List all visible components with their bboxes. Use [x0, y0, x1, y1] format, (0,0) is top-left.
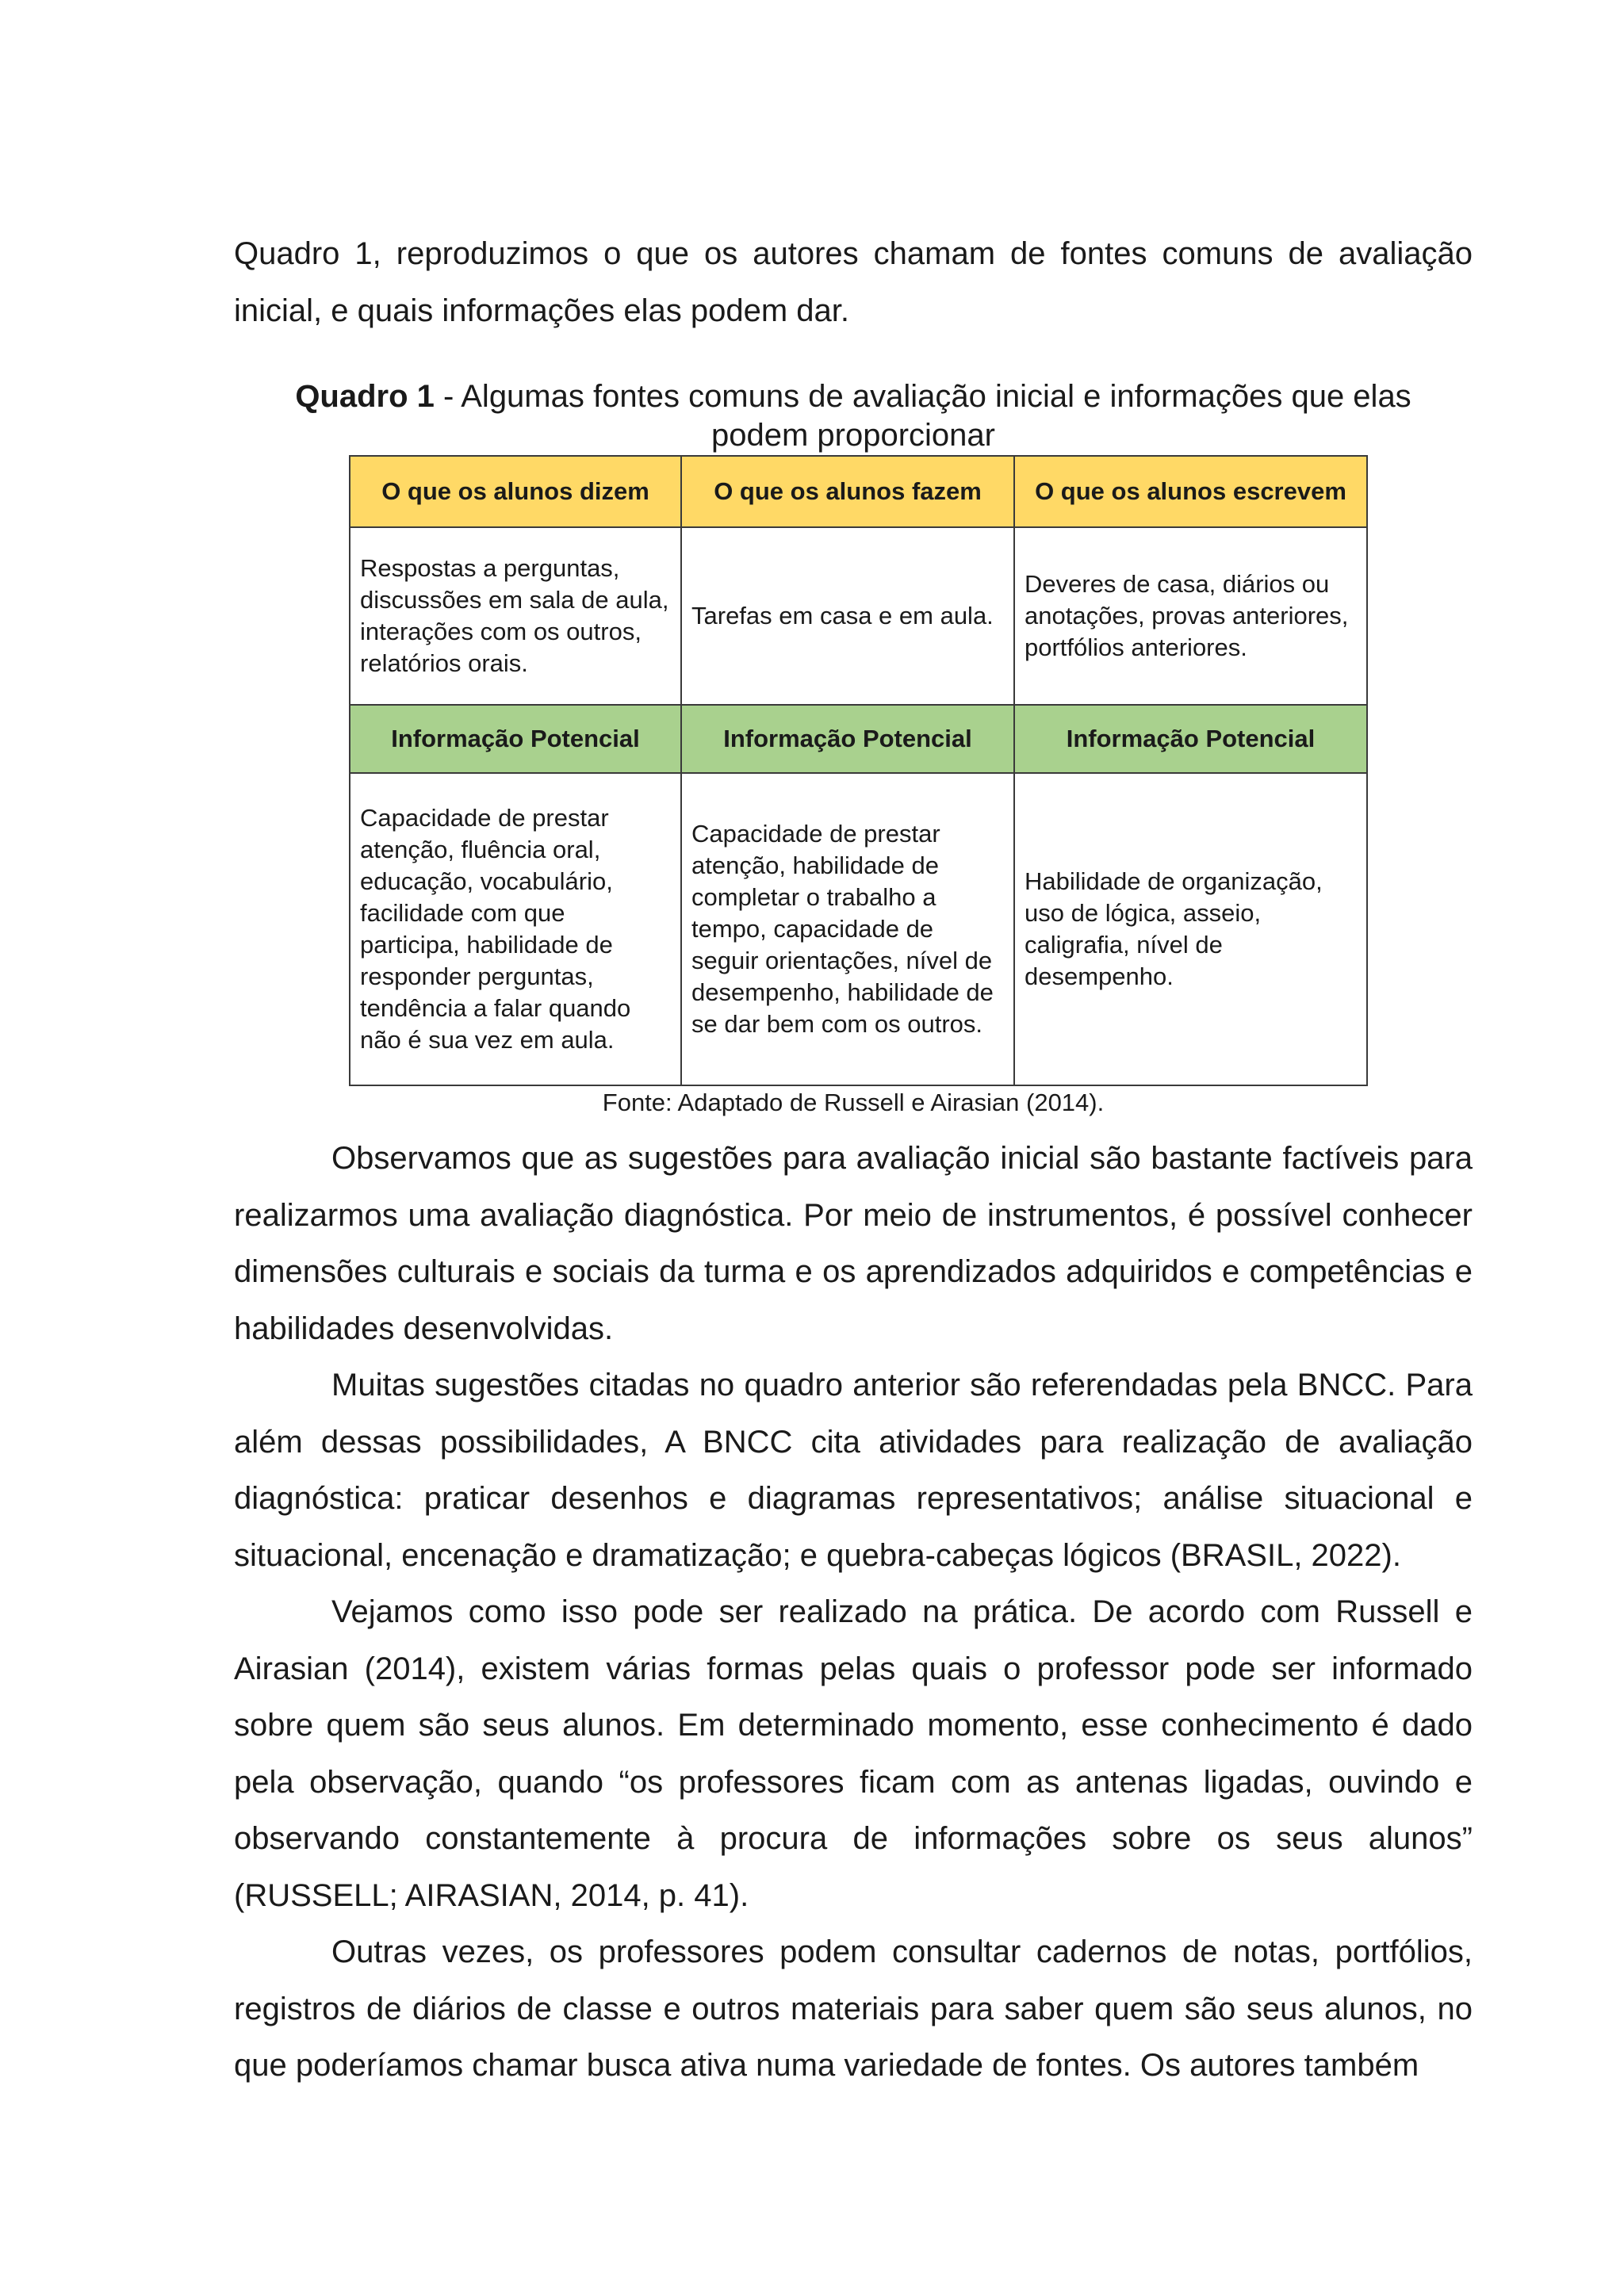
info-header-cell-escrevem: Informação Potencial [1014, 705, 1367, 773]
info-header-cell-dizem: Informação Potencial [350, 705, 681, 773]
table-info-header-row [350, 705, 1367, 773]
source-cell-dizem: Respostas a perguntas, discussões em sala de aula, interações com os outros, relatórios orais. [350, 527, 681, 705]
intro-paragraph: Quadro 1, reproduzimos o que os autores chamam de fontes comuns de avaliação inicial, e quais informações elas podem dar. [234, 236, 1473, 328]
table-row-info [350, 773, 1367, 1085]
body-paragraph: Observamos que as sugestões para avaliação inicial são bastante factíveis para realizarmos uma avaliação diagnóstica. Por meio de instrumentos, é possível conhecer dimensões culturais e sociais da turma e os aprendizados adquiridos e competências e habilidades desenvolvidas. [234, 1141, 1473, 1346]
header-cell-fazem: O que os alunos fazem [681, 456, 1014, 527]
caption-label: Quadro 1 [295, 379, 435, 414]
header-cell-dizem: O que os alunos dizem [350, 456, 681, 527]
info-header-cell-fazem: Informação Potencial [681, 705, 1014, 773]
info-cell-escrevem: Habilidade de organização, uso de lógica, asseio, caligrafia, nível de desempenho. [1014, 773, 1367, 1085]
table-source: Fonte: Adaptado de Russell e Airasian (2014). [602, 1089, 1105, 1116]
body-paragraph: Outras vezes, os professores podem consultar cadernos de notas, portfólios, registros de diários de classe e outros materiais para saber quem são seus alunos, no que poderíamos chamar busca ativa numa variedade de fontes. Os autores também [234, 1934, 1473, 2083]
quadro-table [349, 455, 1368, 1086]
source-cell-fazem: Tarefas em casa e em aula. [681, 527, 1014, 705]
table-caption [234, 377, 1473, 455]
info-cell-dizem: Capacidade de prestar atenção, fluência oral, educação, vocabulário, facilidade com que participa, habilidade de responder perguntas, tendência a falar quando não é sua vez em aula. [350, 773, 681, 1085]
source-cell-escrevem: Deveres de casa, diários ou anotações, provas anteriores, portfólios anteriores. [1014, 527, 1367, 705]
header-cell-escrevem: O que os alunos escrevem [1014, 456, 1367, 527]
body-paragraph: Muitas sugestões citadas no quadro anterior são referendadas pela BNCC. Para além dessas possibilidades, A BNCC cita atividades para realização de avaliação diagnóstica: praticar desenhos e diagramas representativos; análise situacional e situacional, encenação e dramatização; e quebra-cabeças lógicos (BRASIL, 2022). [234, 1368, 1473, 1573]
table-header-row [350, 456, 1367, 527]
table-row-sources [350, 527, 1367, 705]
document-page [234, 226, 1473, 2095]
body-paragraph: Vejamos como isso pode ser realizado na prática. De acordo com Russell e Airasian (2014), existem várias formas pelas quais o professor pode ser informado sobre quem são seus alunos. Em determinado momento, esse conhecimento é dado pela observação, quando “os professores ficam com as antenas ligadas, ouvindo e observando constantemente à procura de informações sobre os seus alunos” (RUSSELL; AIRASIAN, 2014, p. 41). [234, 1594, 1473, 1913]
info-cell-fazem: Capacidade de prestar atenção, habilidade de completar o trabalho a tempo, capacidade de seguir orientações, nível de desempenho, habilidade de se dar bem com os outros. [681, 773, 1014, 1085]
caption-text: - Algumas fontes comuns de avaliação inicial e informações que elas podem proporcionar [434, 379, 1411, 453]
